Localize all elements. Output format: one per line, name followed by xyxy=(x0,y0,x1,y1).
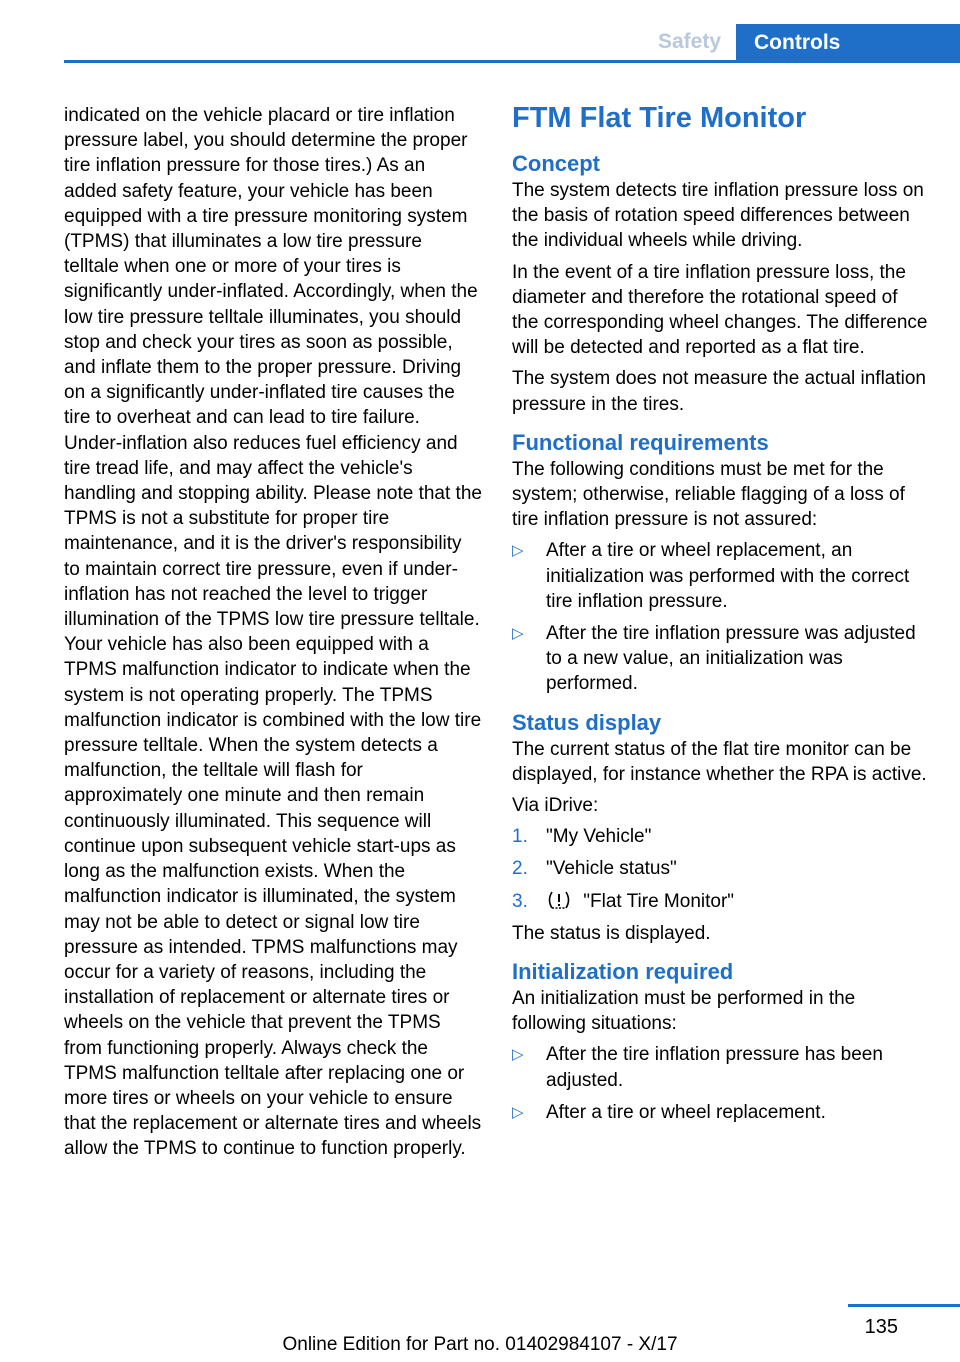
footer-rule xyxy=(848,1304,960,1307)
left-column xyxy=(64,103,482,1162)
step-text: "Vehicle status" xyxy=(546,858,677,880)
list-item-text: After a tire or wheel replacement. xyxy=(546,1101,826,1123)
tab-safety: Safety xyxy=(657,30,721,53)
list-item-text: After a tire or wheel replacement, an initialization was performed with the correct tire inflation pressure. xyxy=(546,540,910,612)
list-item-text: After the tire inflation pressure was adjusted to a new value, an initialization was performed. xyxy=(546,623,916,695)
step-number: 1. xyxy=(512,826,528,848)
step-number: 3. xyxy=(512,890,528,912)
step-item xyxy=(512,889,928,914)
list-item xyxy=(512,1100,928,1125)
concept-paragraph-2: In the event of a tire inflation pressure loss, the diameter and therefore the rotational speed of the corresponding wheel changes. The difference will be detected and reported as a flat tire. xyxy=(512,261,928,359)
triangle-bullet-icon: ▷ xyxy=(512,1103,524,1121)
concept-paragraph-3: The system does not measure the actual inflation pressure in the tires. xyxy=(512,368,927,415)
functional-intro: The following conditions must be met for the system; otherwise, reliable flagging of a loss of tire inflation pressure is not assured: xyxy=(512,458,905,531)
tab-controls: Controls xyxy=(736,24,960,63)
concept-heading: Concept xyxy=(512,151,600,176)
step-item xyxy=(512,824,928,849)
list-item xyxy=(512,538,928,614)
tire-warning-icon xyxy=(546,890,572,910)
status-paragraph: The current status of the flat tire monitor can be displayed, for instance whether the RPA is active. xyxy=(512,738,927,785)
step-item xyxy=(512,856,928,881)
functional-heading: Functional requirements xyxy=(512,429,769,455)
step-text: "Flat Tire Monitor" xyxy=(583,890,735,912)
triangle-bullet-icon: ▷ xyxy=(512,542,524,560)
functional-list xyxy=(512,538,928,696)
right-column xyxy=(512,100,928,1133)
idrive-steps xyxy=(512,824,928,914)
init-list xyxy=(512,1042,928,1125)
init-intro: An initialization must be performed in the following situations: xyxy=(512,988,856,1035)
step-number: 2. xyxy=(512,858,528,880)
header-rule xyxy=(64,60,960,63)
tpms-paragraph: indicated on the vehicle placard or tire inflation pressure label, you should determine the proper tire inflation pressure for those tires.) As an added safety feature, your vehicle has been equipped with a tire pressure monitoring system (TPMS) that illuminates a low tire pressure telltale when one or more of your tires is significantly under-inflated. Accordingly, when the low tire pressure telltale illuminates, you should stop and check your tires as soon as possible, and inflate them to the proper pressure. Driving on a significantly under-inflated tire causes the tire to overheat and can lead to tire failure. Under-inflation also reduces fuel efficiency and tire tread life, and may affect the vehicle's handling and stopping ability. Please note that the TPMS is not a substitute for proper tire maintenance, and it is the driver's responsibility to maintain correct tire pressure, even if under-inflation has not reached the level to trigger illumination of the TPMS low tire pressure telltale. Your vehicle has also been equipped with a TPMS malfunction indicator to indicate when the system is not operating properly. The TPMS malfunction indicator is combined with the low tire pressure telltale. When the system detects a malfunction, the telltale will flash for approximately one minute and then remain continuously illuminated. This sequence will continue upon subsequent vehicle start-ups as long as the malfunction exists. When the malfunction indicator is illuminated, the system may not be able to detect or signal low tire pressure as intended. TPMS malfunctions may occur for a variety of reasons, including the installation of replacement or alternate tires or wheels on the vehicle that prevent the TPMS from functioning properly. Always check the TPMS malfunction telltale after replacing one or more tires or wheels on your vehicle to ensure that the replacement or alternate tires and wheels allow the TPMS to continue to function properly. xyxy=(64,105,482,1160)
edition-footer: Online Edition for Part no. 01402984107 - X/17 xyxy=(282,1334,678,1355)
list-item xyxy=(512,1042,928,1092)
page-number: 135 xyxy=(864,1316,898,1338)
list-item xyxy=(512,621,928,697)
step-text: "My Vehicle" xyxy=(546,826,652,848)
page-title: FTM Flat Tire Monitor xyxy=(512,102,807,134)
triangle-bullet-icon: ▷ xyxy=(512,625,524,643)
list-item-text: After the tire inflation pressure has been adjusted. xyxy=(546,1044,883,1091)
triangle-bullet-icon: ▷ xyxy=(512,1046,524,1064)
init-heading: Initialization required xyxy=(512,959,734,985)
status-heading: Status display xyxy=(512,709,662,735)
via-idrive: Via iDrive: xyxy=(512,795,599,817)
concept-paragraph-1: The system detects tire inflation pressure loss on the basis of rotation speed differences between the individual wheels while driving. xyxy=(512,180,924,252)
status-result: The status is displayed. xyxy=(512,922,711,944)
